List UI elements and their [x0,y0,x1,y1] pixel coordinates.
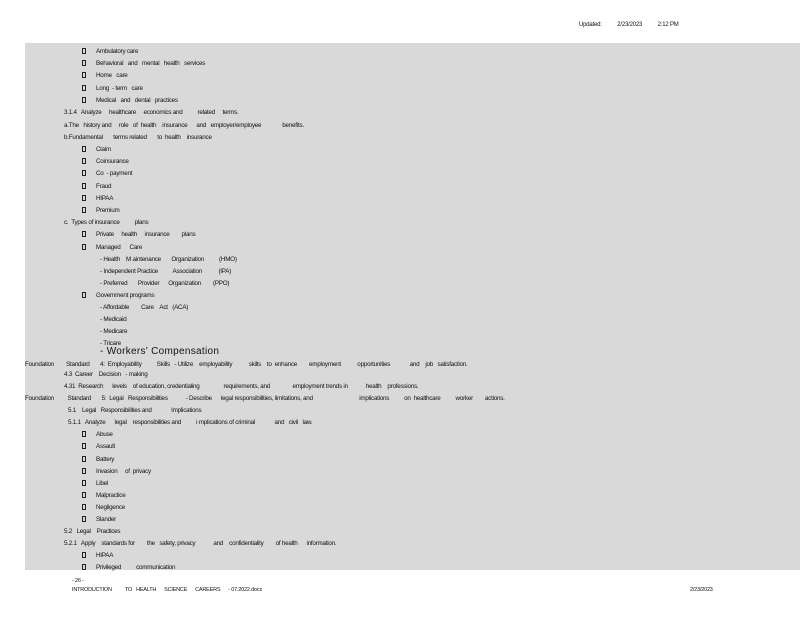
bullet-box-icon [82,195,86,201]
bullet-list-item [82,47,138,56]
updated-stamp [579,22,693,28]
document-line [100,267,231,276]
document-line [64,133,212,142]
document-line [100,303,188,312]
document-line [64,539,336,548]
document-line [25,394,505,403]
bullet-list-item [82,59,205,68]
bullet-list-item [82,157,129,166]
line-text: HIPAA [96,552,114,559]
bullet-list-item [82,96,178,105]
line-text: 5.1 Legal Responsibilities and Implications [68,407,202,414]
line-text: Behavioral and mental health services [96,60,206,67]
bullet-list-item [82,145,111,154]
line-text: Private health insurance plans [96,231,196,238]
bullet-box-icon [82,516,86,522]
bullet-list-item [82,515,116,524]
line-text: Battery [96,456,115,463]
line-text: 5.1.1 Analyze legal responsibilities and i mplications of criminal and civil law. [68,419,313,426]
line-text: Home care [96,72,128,79]
bullet-list-item [82,467,151,476]
bullet-box-icon [82,146,86,152]
bullet-list-item [82,563,175,572]
bullet-box-icon [82,456,86,462]
bullet-box-icon [82,183,86,189]
document-line [68,406,201,415]
document-line [25,360,468,369]
line-text: - Preferred Provider Organization (PPO) [100,280,230,287]
bullet-box-icon [82,170,86,176]
line-text: Malpractice [96,492,126,499]
line-text: Invasion of privacy [96,468,151,475]
bullet-list-item [82,491,125,500]
line-text: - Affordable Care Act (ACA) [100,304,189,311]
line-text: - Workers' Compensation [100,346,220,357]
line-text: 4.3 Career Decision - making [64,371,148,378]
bullet-box-icon [82,231,86,237]
document-line [64,527,120,536]
bullet-box-icon [82,564,86,570]
line-text: b.Fundamental terms related to health insurance [64,134,212,141]
line-text: Coinsurance [96,158,129,165]
bullet-box-icon [82,60,86,66]
document-line [100,347,219,356]
bullet-list-item [82,230,195,239]
bullet-box-icon [82,292,86,298]
footer-page-number: - 26 - [72,578,84,584]
bullet-box-icon [82,431,86,437]
document-line [100,255,237,264]
document-line [100,315,127,324]
line-text: Foundation Standard 5: Legal Responsibilities - Describe legal responsibilities, limitations, and implications on healthcare worker actions. [25,395,505,402]
bullet-list-item [82,194,113,203]
line-text: Co - payment [96,170,133,177]
bullet-list-item [82,169,132,178]
line-text: - Health M aintenance Organization (HMO) [100,256,237,263]
line-text: 4.31 Research levels of education, credentialing requirements, and employment trends in health professions. [64,383,419,390]
bullet-box-icon [82,492,86,498]
line-text: Long - term care [96,85,143,92]
line-text: Government programs [96,292,155,299]
line-text: Foundation Standard 4: Employability Skills - Utilize employability skills to enhance employment opportunities and job satisfaction. [25,361,468,368]
bullet-list-item [82,479,108,488]
bullet-list-item [82,455,114,464]
bullet-box-icon [82,48,86,54]
line-text: - Medicare [100,328,128,335]
bullet-box-icon [82,207,86,213]
bullet-box-icon [82,552,86,558]
footer-document-name: INTRODUCTION TO HEALTH SCIENCE CAREERS - 07.2022.docx [72,587,262,593]
document-line [68,418,312,427]
document-line [64,121,304,130]
bullet-box-icon [82,158,86,164]
bullet-list-item [82,84,143,93]
bullet-box-icon [82,244,86,250]
line-text: - Tricare [100,340,121,347]
document-line [64,218,148,227]
bullet-box-icon [82,504,86,510]
bullet-list-item [82,503,125,512]
bullet-list-item [82,206,119,215]
line-text: Slander [96,516,116,523]
line-text: HIPAA [96,195,114,202]
line-text: 3.1.4 Analyze healthcare economics and related terms. [64,109,239,116]
line-text: Assault [96,443,115,450]
line-text: a.The history and role of health insurance and employer/employee benefits. [64,122,304,129]
updated-date: 2/23/2023 [617,22,643,28]
bullet-list-item [82,551,113,560]
line-text: Libel [96,480,109,487]
bullet-list-item [82,182,111,191]
bullet-box-icon [82,480,86,486]
document-line [64,382,418,391]
document-line [100,279,229,288]
bullet-list-item [82,442,115,451]
document-line [64,370,148,379]
line-text: - Independent Practice Association (IPA) [100,268,232,275]
bullet-box-icon [82,85,86,91]
bullet-box-icon [82,443,86,449]
document-line [64,108,239,117]
line-text: Managed Care [96,244,143,251]
bullet-list-item [82,291,154,300]
line-text: c. Types of insurance plans [64,219,149,226]
line-text: - Medicaid [100,316,127,323]
bullet-box-icon [82,468,86,474]
line-text: Ambulatory care [96,48,139,55]
bullet-list-item [82,430,113,439]
bullet-list-item [82,71,128,80]
line-text: 5.2 Legal Practices [64,528,121,535]
line-text: Abuse [96,431,113,438]
line-text: Claim [96,146,111,153]
line-text: Fraud [96,183,112,190]
line-text: Privileged communication [96,564,176,571]
footer-date: 2/23/2023 [690,587,713,593]
line-text: Premium [96,207,120,214]
bullet-list-item [82,243,142,252]
line-text: Medical and dental practices [96,97,178,104]
document-line [100,327,127,336]
bullet-box-icon [82,97,86,103]
line-text: 5.2.1 Apply standards for the safety, privacy and confidentiality of health information. [64,540,337,547]
line-text: Negligence [96,504,126,511]
updated-label: Updated: [579,22,602,28]
updated-time: 2:12 PM [657,22,679,28]
bullet-box-icon [82,72,86,78]
